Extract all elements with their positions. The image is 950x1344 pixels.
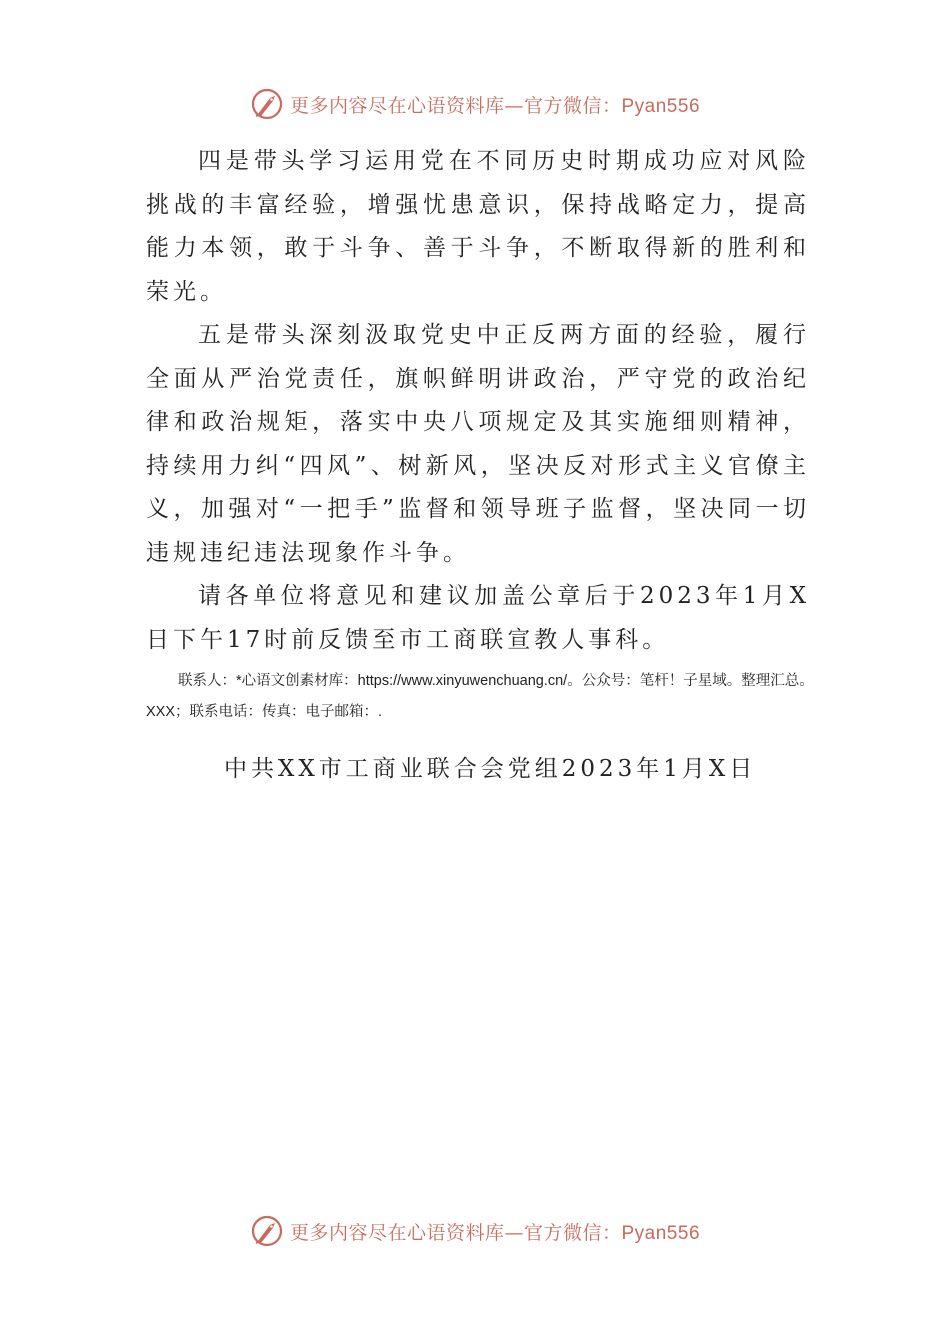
header-watermark — [0, 84, 950, 124]
paragraph-feedback-request: 请各单位将意见和建议加盖公章后于2023年1月X日下午17时前反馈至市工商联宣教人事科。 — [146, 583, 810, 653]
paragraph-four: 四是带头学习运用党在不同历史时期成功应对风险挑战的丰富经验，增强忧患意识，保持战略定力，提高能力本领，敢于斗争、善于斗争，不断取得新的胜利和荣光。 — [146, 148, 810, 305]
watermark-text: 更多内容尽在心语资料库—官方微信： — [289, 1221, 622, 1244]
watermark-wechat-id: Pyan556 — [621, 95, 701, 117]
paragraph-five: 五是带头深刻汲取党史中正反两方面的经验，履行全面从严治党责任，旗帜鲜明讲政治，严守党的政治纪律和政治规矩，落实中央八项规定及其实施细则精神，持续用力纠“四风”、树新风，坚决反对形式主义官僚主义，加强对“一把手”监督和领导班子监督，坚决同一切违规违纪违法现象作斗争。 — [146, 322, 810, 566]
document-body — [146, 140, 814, 783]
watermark-text: 更多内容尽在心语资料库—官方微信： — [289, 94, 622, 117]
pen-nib-logo-icon — [250, 87, 284, 121]
footer-watermark — [0, 1211, 950, 1251]
pen-nib-logo-icon — [250, 1214, 284, 1248]
signature-line: 中共XX市工商业联合会党组2023年1月X日 — [224, 756, 757, 782]
watermark-wechat-id: Pyan556 — [621, 1222, 701, 1244]
contact-info: 联系人：*心语文创素材库：https://www.xinyuwenchuang.cn/。公众号：笔杆！子星域。整理汇总。XXX；联系电话：传真：电子邮箱：. — [146, 673, 814, 720]
